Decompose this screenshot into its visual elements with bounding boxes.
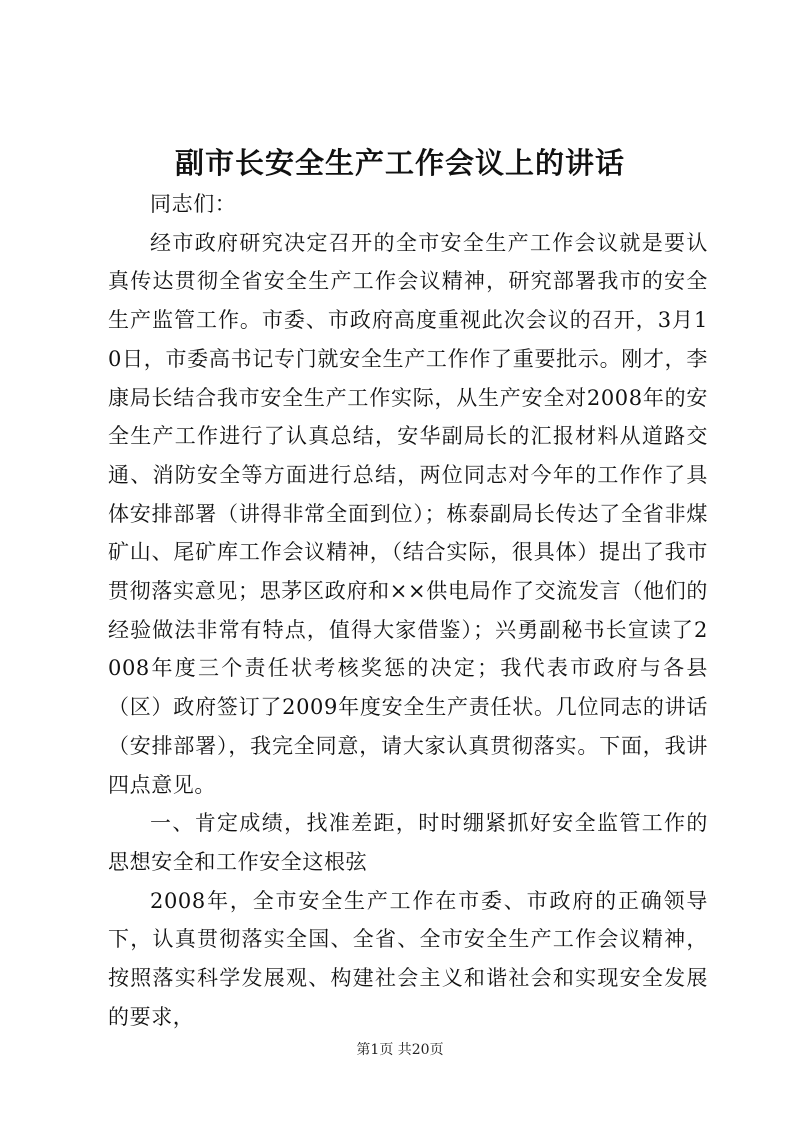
body-paragraph-2: 2008年，全市安全生产工作在市委、市政府的正确领导下，认真贯彻落实全国、全省、全市安全生产工作会议精神，按照落实科学发展观、构建社会主义和谐社会和实现安全发展的要求， — [108, 888, 708, 1029]
section-heading-1: 一、肯定成绩，找准差距，时时绷紧抓好安全监管工作的思想安全和工作安全这根弦 — [108, 811, 708, 874]
document-title: 副市长安全生产工作会议上的讲话 — [174, 146, 625, 180]
body-paragraph-1: 经市政府研究决定召开的全市安全生产工作会议就是要认真传达贯彻全省安全生产工作会议精神，研究部署我市的安全生产监管工作。市委、市政府高度重视此次会议的召开，3月10日，市委高书记专门就安全生产工作作了重要批示。刚才，李康局长结合我市安全生产工作实际，从生产安全对2008年的安全生产工作进行了认真总结，安华副局长的汇报材料从道路交通、消防安全等方面进行总结，两位同志对今年的工作作了具体安排部署（讲得非常全面到位）；栋泰副局长传达了全省非煤矿山、尾矿库工作会议精神，（结合实际，很具体）提出了我市贯彻落实意见；思茅区政府和××供电局作了交流发言（他们的经验做法非常有特点，值得大家借鉴）；兴勇副秘书长宣读了2008年度三个责任状考核奖惩的决定；我代表市政府与各县（区）政府签订了2009年度安全生产责任状。几位同志的讲话（安排部署），我完全同意，请大家认真贯彻落实。下面，我讲四点意见。 — [108, 230, 708, 797]
page-footer: 第1页 共20页 — [356, 1042, 444, 1058]
greeting-paragraph: 同志们： — [150, 192, 237, 216]
document-body — [108, 185, 708, 1036]
